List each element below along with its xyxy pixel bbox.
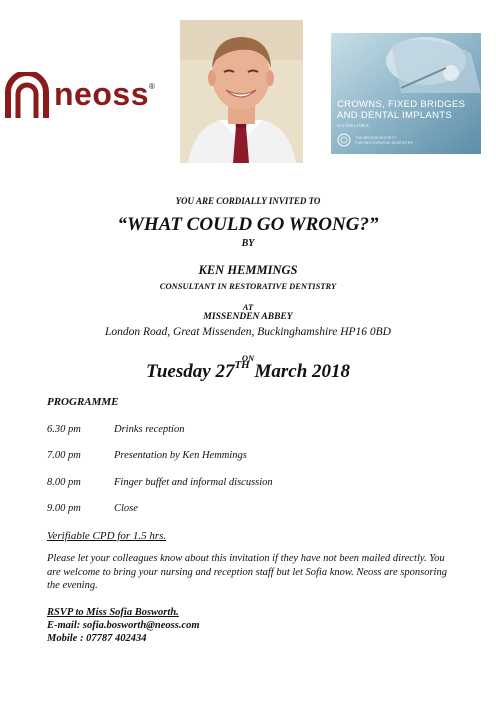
cover-subtitle: GUIDELINES	[337, 123, 370, 128]
programme-event: Drinks reception	[114, 424, 185, 435]
programme-item	[47, 424, 467, 435]
invite-line: YOU ARE CORDIALLY INVITED TO	[175, 196, 321, 206]
brand-name: neoss	[54, 76, 149, 112]
date-suffix: TH	[234, 359, 250, 371]
rsvp-line: RSVP to Miss Sofia Bosworth.	[47, 607, 179, 618]
registered-mark: ®	[149, 82, 155, 91]
speaker-portrait	[180, 20, 303, 163]
programme-event: Finger buffet and informal discussion	[114, 477, 273, 488]
venue-address: London Road, Great Missenden, Buckinghamshire HP16 0BD	[105, 326, 391, 338]
event-date	[0, 361, 496, 383]
at-label: AT	[242, 302, 254, 312]
neoss-n-icon	[4, 72, 50, 120]
contact-mobile: Mobile : 07787 402434	[47, 633, 147, 644]
programme-item	[47, 503, 467, 514]
programme-time: 7.00 pm	[47, 450, 81, 461]
programme-time: 6.30 pm	[47, 424, 81, 435]
guidelines-book-cover	[331, 33, 481, 154]
programme-time: 8.00 pm	[47, 477, 81, 488]
speaker-name: KEN HEMMINGS	[198, 263, 298, 277]
by-label: BY	[241, 238, 255, 249]
speaker-role: CONSULTANT IN RESTORATIVE DENTISTRY	[159, 281, 337, 291]
programme-item	[47, 477, 467, 488]
talk-title: “WHAT COULD GO WRONG?”	[117, 214, 379, 235]
contact-email: E-mail: sofia.bosworth@neoss.com	[47, 620, 200, 631]
society-seal-icon	[337, 133, 351, 147]
programme-event: Close	[114, 503, 138, 514]
cover-title: CROWNS, FIXED BRIDGES AND DENTAL IMPLANTS	[337, 99, 466, 121]
neoss-logo	[4, 72, 156, 122]
on-label: ON	[241, 353, 255, 363]
programme-event: Presentation by Ken Hemmings	[114, 450, 247, 461]
programme-heading: PROGRAMME	[47, 396, 119, 408]
invitation-note: Please let your colleagues know about this invitation if they have not been mailed directly. You are welcome to bring your nursing and reception staff but let Sofia know. Neoss are sponsoring the evening.	[47, 553, 447, 591]
cover-organisation: THE BRITISH SOCIETY FOR RESTORATIVE DENTISTRY	[355, 136, 414, 145]
programme-time: 9.00 pm	[47, 503, 81, 514]
programme-item	[47, 450, 467, 461]
cpd-note: Verifiable CPD for 1.5 hrs.	[47, 530, 167, 542]
venue-name: MISSENDEN ABBEY	[203, 312, 293, 322]
date-day: Tuesday 27	[145, 361, 235, 382]
date-rest: March 2018	[249, 361, 351, 382]
